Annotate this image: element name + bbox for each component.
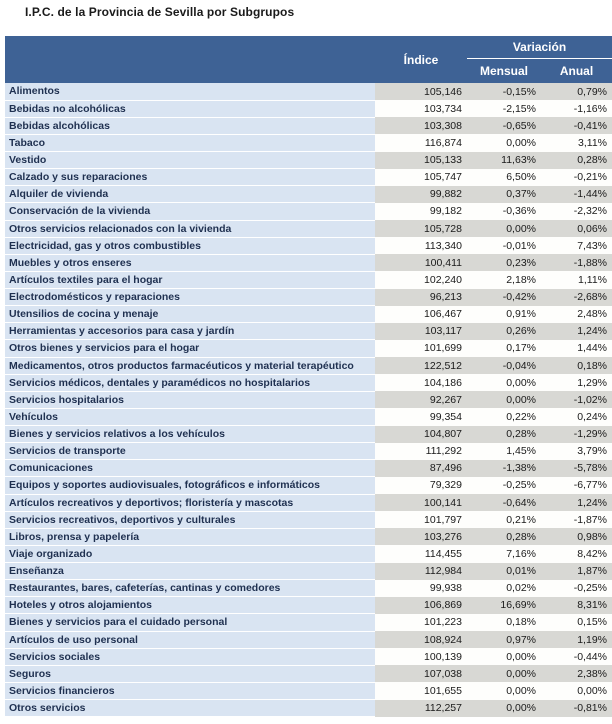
row-label: Artículos de uso personal — [5, 631, 375, 648]
cell-indice: 114,455 — [375, 545, 467, 562]
column-header-variacion: Variación — [467, 36, 612, 58]
cell-indice: 99,182 — [375, 203, 467, 220]
cell-indice: 105,747 — [375, 169, 467, 186]
cell-indice: 101,699 — [375, 340, 467, 357]
cell-anual: -1,44% — [541, 186, 612, 203]
cell-indice: 102,240 — [375, 271, 467, 288]
row-label: Otros bienes y servicios para el hogar — [5, 340, 375, 357]
cell-mensual: 0,28% — [467, 426, 541, 443]
cell-mensual: 16,69% — [467, 597, 541, 614]
row-label: Vestido — [5, 152, 375, 169]
table-row — [5, 426, 612, 443]
row-label: Utensilios de cocina y menaje — [5, 306, 375, 323]
table-row — [5, 306, 612, 323]
cell-indice: 87,496 — [375, 460, 467, 477]
cell-indice: 100,141 — [375, 494, 467, 511]
table-row — [5, 597, 612, 614]
row-label: Comunicaciones — [5, 460, 375, 477]
page-title: I.P.C. de la Provincia de Sevilla por Subgrupos — [25, 5, 295, 19]
cell-mensual: 0,00% — [467, 700, 541, 717]
table-row — [5, 323, 612, 340]
cell-indice: 103,276 — [375, 528, 467, 545]
cell-anual: 0,28% — [541, 152, 612, 169]
cell-mensual: 0,00% — [467, 374, 541, 391]
cell-indice: 101,223 — [375, 614, 467, 631]
column-header-anual: Anual — [541, 58, 612, 83]
cell-indice: 113,340 — [375, 237, 467, 254]
row-label: Alquiler de vivienda — [5, 186, 375, 203]
table-row — [5, 203, 612, 220]
table-row — [5, 289, 612, 306]
row-label: Viaje organizado — [5, 545, 375, 562]
row-label: Calzado y sus reparaciones — [5, 169, 375, 186]
table-row — [5, 477, 612, 494]
table-row — [5, 100, 612, 117]
row-label: Conservación de la vivienda — [5, 203, 375, 220]
row-label: Equipos y soportes audiovisuales, fotográficos e informáticos — [5, 477, 375, 494]
row-label: Servicios hospitalarios — [5, 391, 375, 408]
cell-anual: -0,25% — [541, 580, 612, 597]
cell-mensual: -0,04% — [467, 357, 541, 374]
cell-anual: 1,11% — [541, 271, 612, 288]
table-row — [5, 152, 612, 169]
cell-mensual: 0,97% — [467, 631, 541, 648]
cell-mensual: 0,26% — [467, 323, 541, 340]
table-row — [5, 134, 612, 151]
row-label: Servicios recreativos, deportivos y culturales — [5, 511, 375, 528]
cell-indice: 116,874 — [375, 134, 467, 151]
column-header-indice: Índice — [375, 36, 467, 83]
table-row — [5, 357, 612, 374]
row-label: Servicios médicos, dentales y paramédicos no hospitalarios — [5, 374, 375, 391]
cell-indice: 104,807 — [375, 426, 467, 443]
row-label: Enseñanza — [5, 563, 375, 580]
cell-indice: 100,139 — [375, 648, 467, 665]
cell-indice: 112,984 — [375, 563, 467, 580]
cell-anual: -1,16% — [541, 100, 612, 117]
cell-mensual: -2,15% — [467, 100, 541, 117]
row-label: Bebidas no alcohólicas — [5, 100, 375, 117]
ipc-table — [5, 36, 612, 717]
row-label: Otros servicios relacionados con la vivienda — [5, 220, 375, 237]
cell-indice: 101,797 — [375, 511, 467, 528]
table-header — [5, 36, 612, 83]
cell-mensual: -0,01% — [467, 237, 541, 254]
cell-indice: 79,329 — [375, 477, 467, 494]
row-label: Hoteles y otros alojamientos — [5, 597, 375, 614]
table-row — [5, 271, 612, 288]
row-label: Vehículos — [5, 408, 375, 425]
table-row — [5, 374, 612, 391]
table-row — [5, 408, 612, 425]
cell-mensual: 0,21% — [467, 511, 541, 528]
cell-anual: 3,79% — [541, 443, 612, 460]
row-label: Medicamentos, otros productos farmacéuticos y material terapéutico — [5, 357, 375, 374]
cell-anual: 1,24% — [541, 323, 612, 340]
row-label: Muebles y otros enseres — [5, 254, 375, 271]
cell-indice: 105,133 — [375, 152, 467, 169]
cell-anual: 1,29% — [541, 374, 612, 391]
cell-anual: 2,38% — [541, 665, 612, 682]
cell-anual: -0,21% — [541, 169, 612, 186]
cell-mensual: 0,23% — [467, 254, 541, 271]
cell-indice: 106,467 — [375, 306, 467, 323]
cell-indice: 105,728 — [375, 220, 467, 237]
row-label: Artículos textiles para el hogar — [5, 271, 375, 288]
cell-indice: 107,038 — [375, 665, 467, 682]
row-label: Seguros — [5, 665, 375, 682]
cell-anual: 8,42% — [541, 545, 612, 562]
table-row — [5, 545, 612, 562]
cell-mensual: 0,00% — [467, 220, 541, 237]
cell-indice: 92,267 — [375, 391, 467, 408]
row-label: Servicios financieros — [5, 682, 375, 699]
cell-anual: 7,43% — [541, 237, 612, 254]
row-label: Electrodomésticos y reparaciones — [5, 289, 375, 306]
cell-indice: 111,292 — [375, 443, 467, 460]
cell-anual: 0,79% — [541, 83, 612, 100]
cell-mensual: -1,38% — [467, 460, 541, 477]
table-row — [5, 528, 612, 545]
table-row — [5, 460, 612, 477]
cell-anual: 0,15% — [541, 614, 612, 631]
cell-mensual: -0,36% — [467, 203, 541, 220]
cell-mensual: 7,16% — [467, 545, 541, 562]
cell-anual: -2,32% — [541, 203, 612, 220]
cell-anual: 3,11% — [541, 134, 612, 151]
table-row — [5, 682, 612, 699]
table-row — [5, 237, 612, 254]
cell-indice: 100,411 — [375, 254, 467, 271]
cell-anual: -0,81% — [541, 700, 612, 717]
cell-mensual: -0,64% — [467, 494, 541, 511]
cell-indice: 103,308 — [375, 117, 467, 134]
cell-mensual: 0,18% — [467, 614, 541, 631]
table-row — [5, 665, 612, 682]
table-row — [5, 254, 612, 271]
cell-mensual: 11,63% — [467, 152, 541, 169]
row-label: Tabaco — [5, 134, 375, 151]
header-corner — [5, 36, 375, 83]
cell-anual: -2,68% — [541, 289, 612, 306]
row-label: Herramientas y accesorios para casa y jardín — [5, 323, 375, 340]
cell-indice: 103,734 — [375, 100, 467, 117]
row-label: Servicios de transporte — [5, 443, 375, 460]
row-label: Bienes y servicios relativos a los vehículos — [5, 426, 375, 443]
cell-indice: 101,655 — [375, 682, 467, 699]
cell-mensual: 0,00% — [467, 682, 541, 699]
table-row — [5, 648, 612, 665]
cell-anual: 0,06% — [541, 220, 612, 237]
cell-indice: 99,938 — [375, 580, 467, 597]
cell-mensual: 0,28% — [467, 528, 541, 545]
cell-indice: 122,512 — [375, 357, 467, 374]
cell-indice: 104,186 — [375, 374, 467, 391]
cell-anual: 1,44% — [541, 340, 612, 357]
row-label: Otros servicios — [5, 700, 375, 717]
cell-mensual: 0,17% — [467, 340, 541, 357]
cell-anual: 1,24% — [541, 494, 612, 511]
cell-mensual: -0,65% — [467, 117, 541, 134]
cell-anual: -6,77% — [541, 477, 612, 494]
table-row — [5, 340, 612, 357]
cell-anual: -0,44% — [541, 648, 612, 665]
table-row — [5, 169, 612, 186]
cell-anual: -1,29% — [541, 426, 612, 443]
cell-anual: 1,19% — [541, 631, 612, 648]
table-row — [5, 631, 612, 648]
cell-indice: 103,117 — [375, 323, 467, 340]
table-row — [5, 83, 612, 100]
table-row — [5, 391, 612, 408]
cell-indice: 96,213 — [375, 289, 467, 306]
table-row — [5, 614, 612, 631]
cell-indice: 106,869 — [375, 597, 467, 614]
cell-mensual: 0,91% — [467, 306, 541, 323]
table-row — [5, 563, 612, 580]
cell-anual: -0,41% — [541, 117, 612, 134]
cell-indice: 105,146 — [375, 83, 467, 100]
column-header-mensual: Mensual — [467, 58, 541, 83]
cell-mensual: -0,15% — [467, 83, 541, 100]
cell-indice: 112,257 — [375, 700, 467, 717]
row-label: Alimentos — [5, 83, 375, 100]
row-label: Bebidas alcohólicas — [5, 117, 375, 134]
row-label: Libros, prensa y papelería — [5, 528, 375, 545]
table-row — [5, 511, 612, 528]
cell-mensual: 0,00% — [467, 665, 541, 682]
cell-mensual: -0,42% — [467, 289, 541, 306]
cell-anual: -1,87% — [541, 511, 612, 528]
table-row — [5, 700, 612, 717]
cell-mensual: 2,18% — [467, 271, 541, 288]
cell-anual: -1,02% — [541, 391, 612, 408]
cell-anual: 0,98% — [541, 528, 612, 545]
cell-anual: 0,18% — [541, 357, 612, 374]
cell-mensual: 0,02% — [467, 580, 541, 597]
cell-anual: 2,48% — [541, 306, 612, 323]
cell-anual: 8,31% — [541, 597, 612, 614]
row-label: Bienes y servicios para el cuidado personal — [5, 614, 375, 631]
table-row — [5, 494, 612, 511]
table-body — [5, 83, 612, 717]
cell-indice: 99,882 — [375, 186, 467, 203]
table-row — [5, 220, 612, 237]
table-row — [5, 443, 612, 460]
cell-mensual: 0,00% — [467, 134, 541, 151]
row-label: Artículos recreativos y deportivos; floristería y mascotas — [5, 494, 375, 511]
table-row — [5, 580, 612, 597]
cell-mensual: 0,00% — [467, 391, 541, 408]
row-label: Restaurantes, bares, cafeterías, cantinas y comedores — [5, 580, 375, 597]
cell-mensual: 0,37% — [467, 186, 541, 203]
row-label: Electricidad, gas y otros combustibles — [5, 237, 375, 254]
table-row — [5, 186, 612, 203]
cell-mensual: 0,01% — [467, 563, 541, 580]
cell-mensual: 0,22% — [467, 408, 541, 425]
table-row — [5, 117, 612, 134]
cell-anual: 0,24% — [541, 408, 612, 425]
cell-anual: -1,88% — [541, 254, 612, 271]
cell-mensual: 1,45% — [467, 443, 541, 460]
cell-mensual: 0,00% — [467, 648, 541, 665]
cell-indice: 99,354 — [375, 408, 467, 425]
cell-anual: 1,87% — [541, 563, 612, 580]
cell-anual: 0,00% — [541, 682, 612, 699]
cell-mensual: -0,25% — [467, 477, 541, 494]
row-label: Servicios sociales — [5, 648, 375, 665]
cell-anual: -5,78% — [541, 460, 612, 477]
cell-mensual: 6,50% — [467, 169, 541, 186]
cell-indice: 108,924 — [375, 631, 467, 648]
